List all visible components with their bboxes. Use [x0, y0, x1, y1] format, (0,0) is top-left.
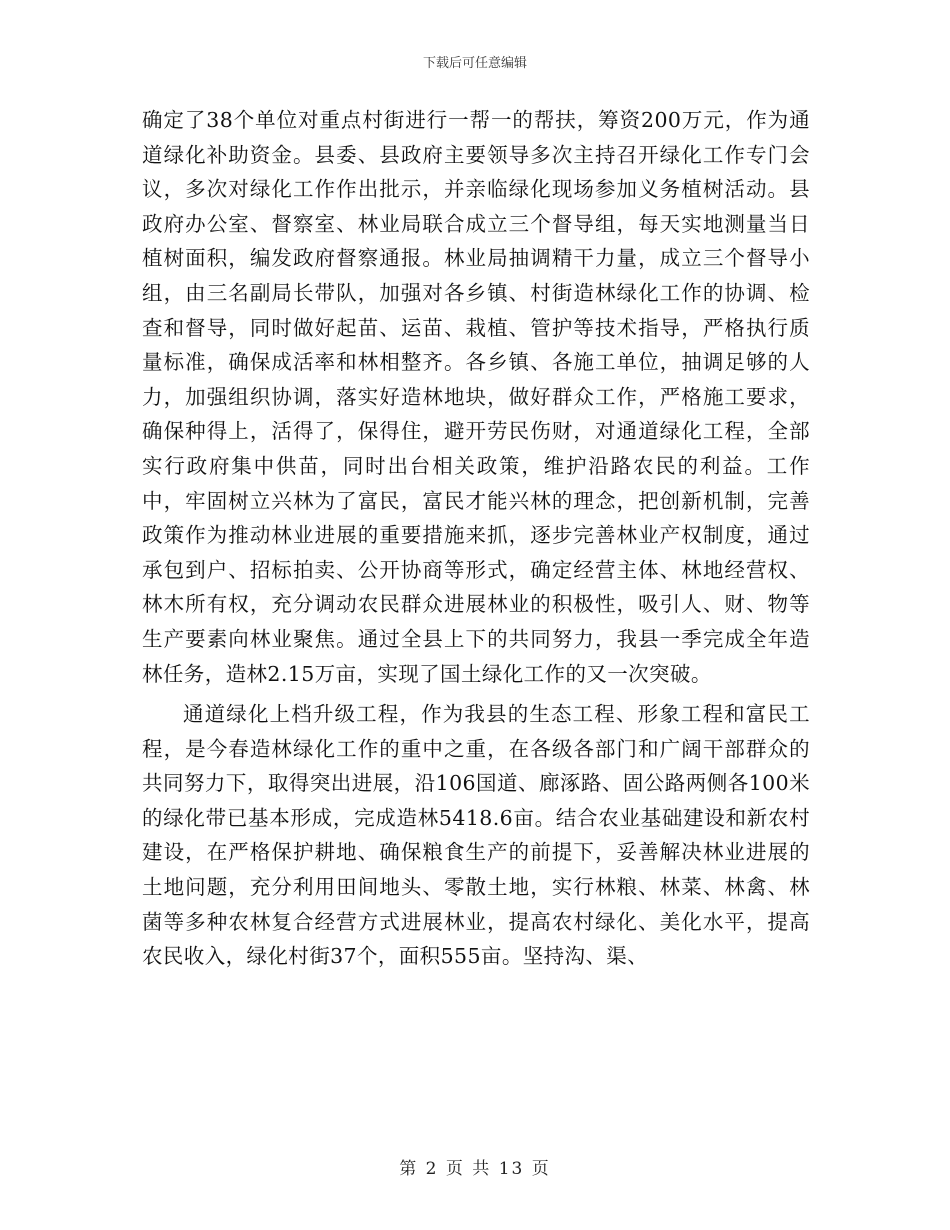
page-header: 下载后可任意编辑 — [422, 56, 527, 71]
page-number-footer: 第 2 页 共 13 页 — [399, 1159, 551, 1179]
paragraph-1: 确定了38个单位对重点村街进行一帮一的帮扶，筹资200万元，作为通道绿化补助资金。县委、县政府主要领导多次主持召开绿化工作专门会议，多次对绿化工作作出批示，并亲临绿化现场参加义务植树活动。县政府办公室、督察室、林业局联合成立三个督导组，每天实地测量当日植树面积，编发政府督察通报。林业局抽调精干力量，成立三个督导小组，由三名副局长带队，加强对各乡镇、村街造林绿化工作的协调、检查和督导，同时做好起苗、运苗、栽植、管护等技术指导，严格执行质量标准，确保成活率和林相整齐。各乡镇、各施工单位，抽调足够的人力，加强组织协调，落实好造林地块，做好群众工作，严格施工要求，确保种得上，活得了，保得住，避开劳民伤财，对通道绿化工程，全部实行政府集中供苗，同时出台相关政策，维护沿路农民的利益。工作中，牢固树立兴林为了富民，富民才能兴林的理念，把创新机制，完善政策作为推动林业进展的重要措施来抓，逐步完善林业产权制度，通过承包到户、招标拍卖、公开协商等形式，确定经营主体、林地经营权、林木所有权，充分调动农民群众进展林业的积极性，吸引人、财、物等生产要素向林业聚焦。通过全县上下的共同努力，我县一季完成全年造林任务，造林2.15万亩，实现了国土绿化工作的又一次突破。 — [142, 108, 810, 686]
paragraph-2: 通道绿化上档升级工程，作为我县的生态工程、形象工程和富民工程，是今春造林绿化工作的重中之重，在各级各部门和广阔干部群众的共同努力下，取得突出进展，沿106国道、廊涿路、固公路两侧各100米的绿化带已基本形成，完成造林5418.6亩。结合农业基础建设和新农村建设，在严格保护耕地、确保粮食生产的前提下，妥善解决林业进展的土地问题，充分利用田间地头、零散土地，实行林粮、林菜、林禽、林菌等多种农林复合经营方式进展林业，提高农村绿化、美化水平，提高农民收入，绿化村街37个，面积555亩。坚持沟、渠、 — [142, 702, 810, 969]
document-body — [142, 103, 810, 974]
